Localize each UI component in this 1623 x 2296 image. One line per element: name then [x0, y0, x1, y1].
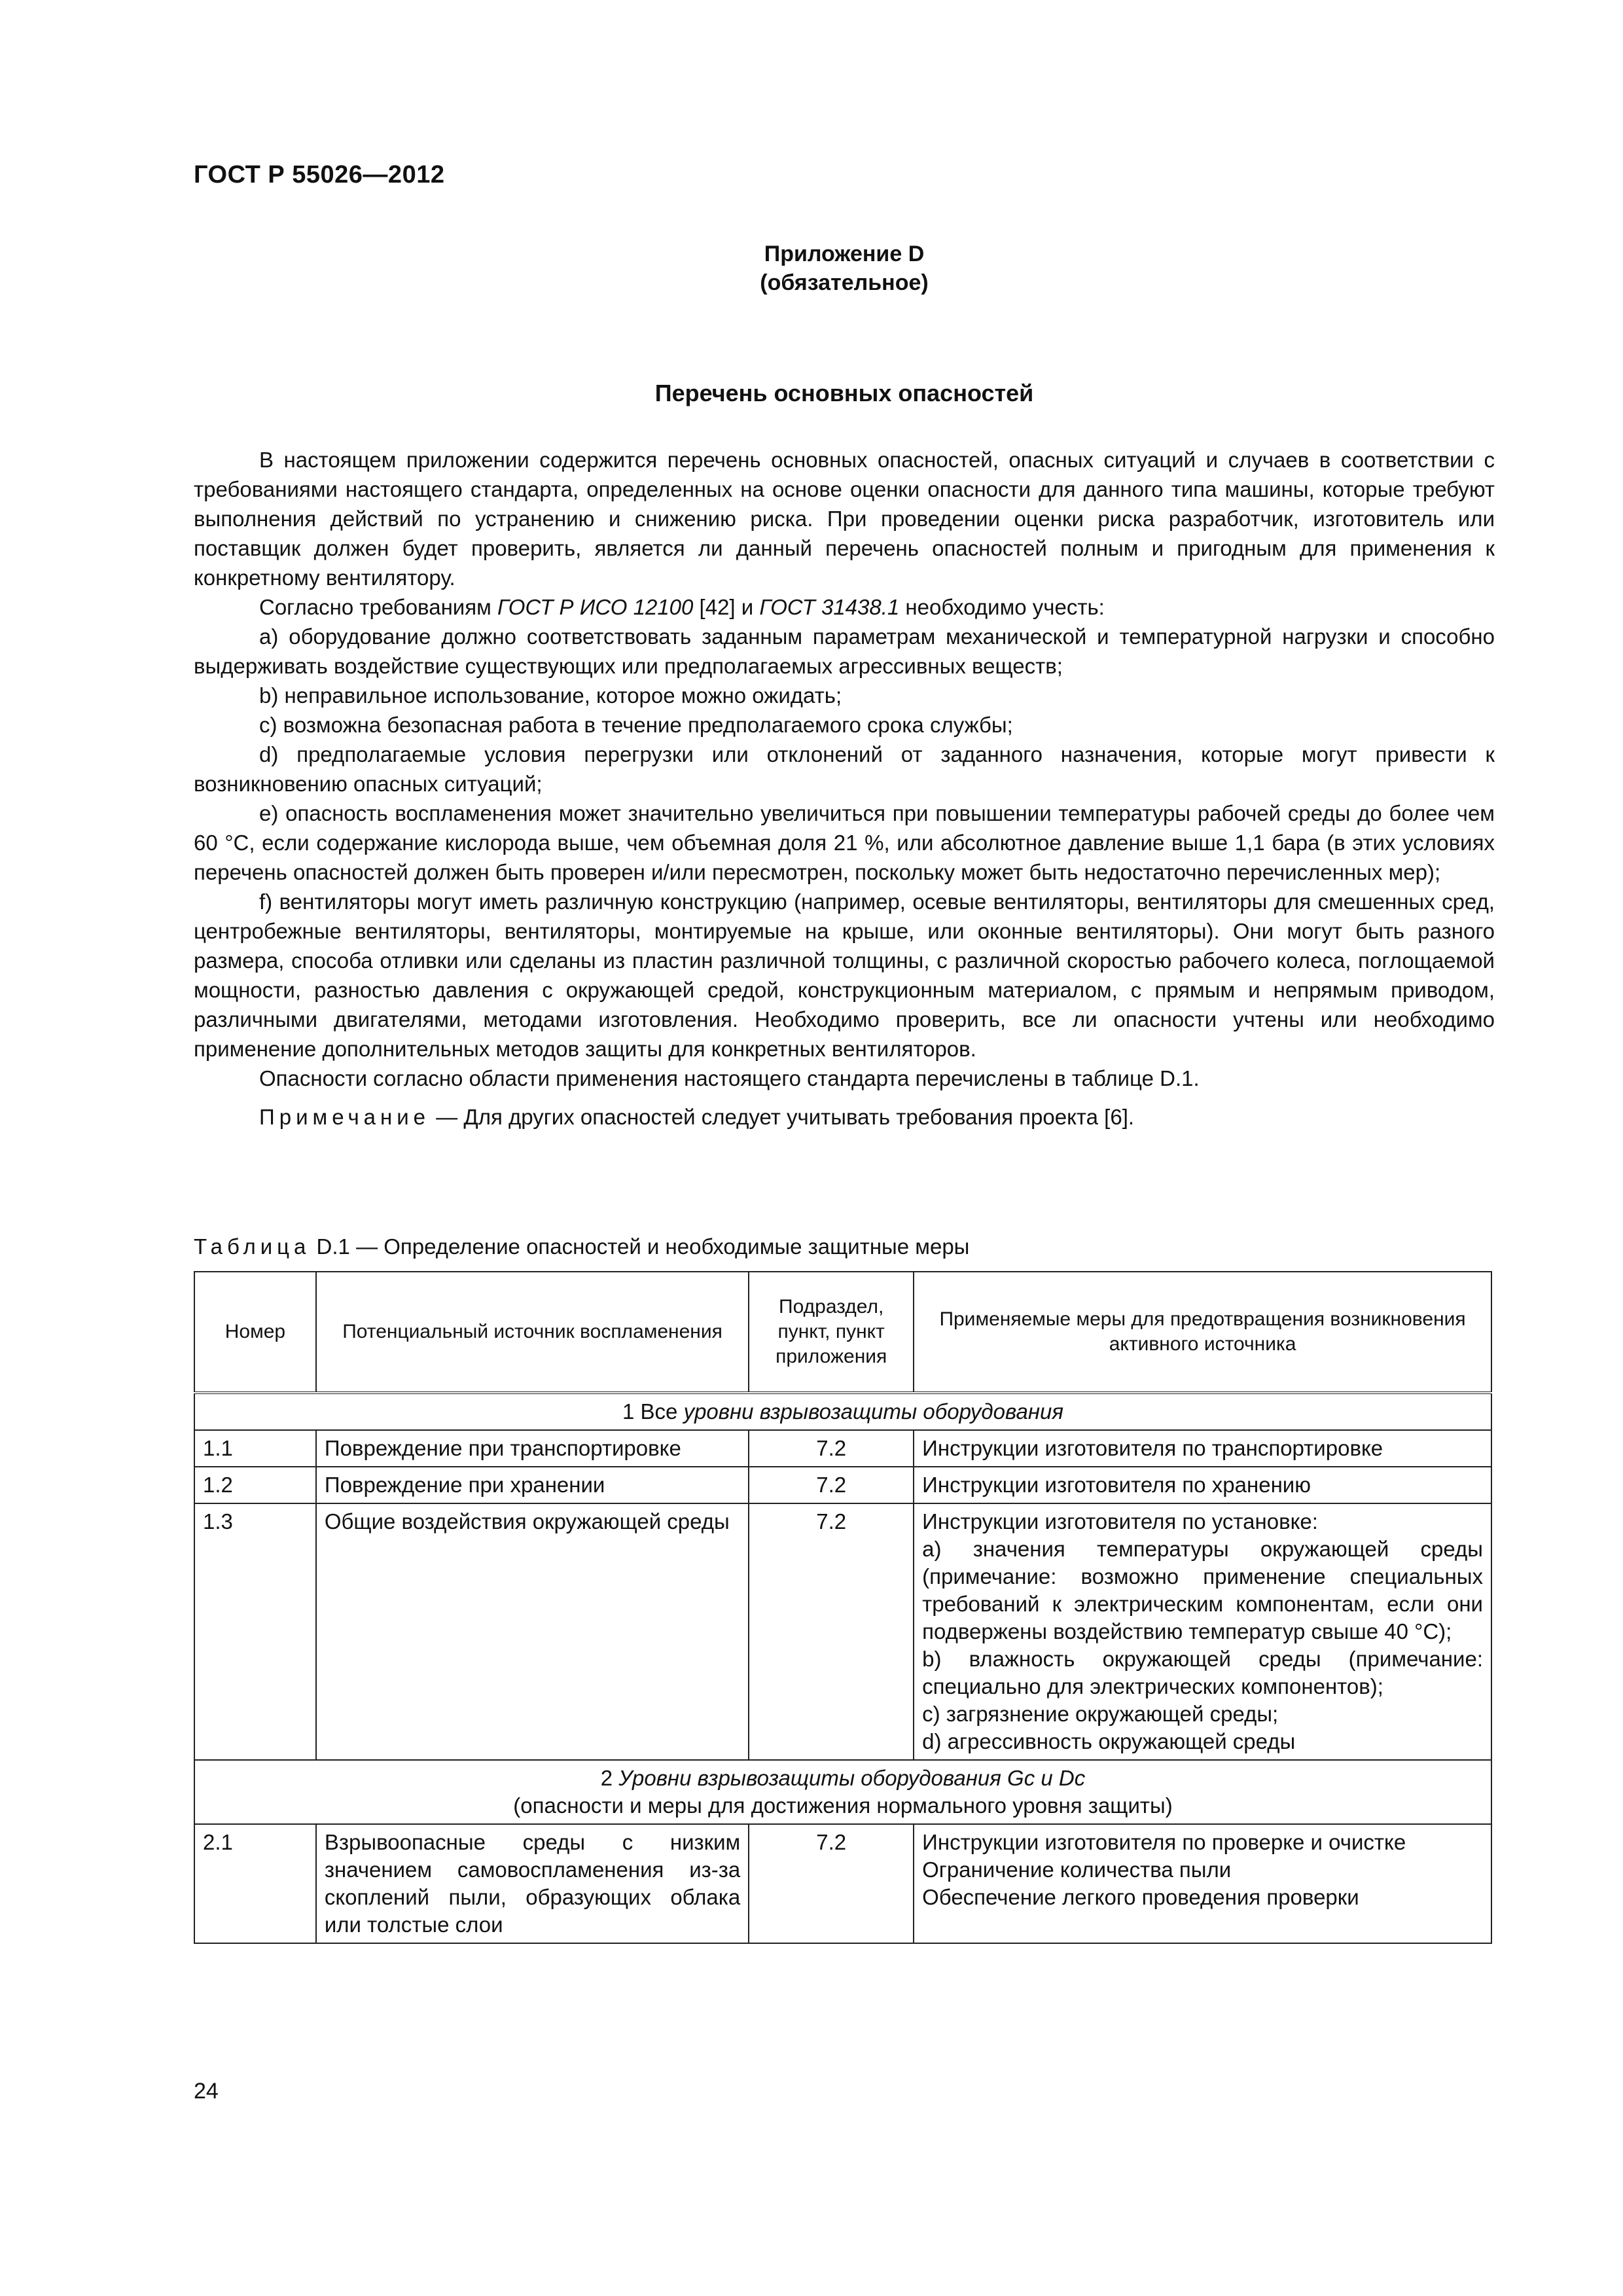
- list-item: e) опасность воспламенения может значительно увеличиться при повышении температуры рабочей среды до более чем 60 °С, если содержание кислорода выше, чем объемная доля 21 %, или абсолютное давление выше 1,1 бара (в этих условиях перечень опасностей должен быть проверен и/или пересмотрен, поскольку может быть недостаточно перечисленных мер);: [194, 801, 1495, 884]
- hazards-table: [194, 1271, 1492, 1944]
- column-header-clause: Подраздел, пункт, пункт приложения: [749, 1272, 914, 1393]
- row-measures: Инструкции изготовителя по проверке и очистке Ограничение количества пыли Обеспечение легкого проведения проверки: [914, 1824, 1491, 1943]
- list-item: a) оборудование должно соответствовать заданным параметрам механической и температурной нагрузки и способно выдерживать воздействие существующих или предполагаемых агрессивных веществ;: [194, 624, 1495, 678]
- row-clause: 7.2: [749, 1467, 914, 1503]
- row-number: 1.3: [194, 1503, 316, 1760]
- row-source: Повреждение при транспортировке: [316, 1430, 749, 1467]
- page-number: 24: [194, 2079, 219, 2104]
- reference-link: ГОСТ Р ИСО 12100: [497, 595, 694, 619]
- appendix-heading: [0, 240, 1623, 297]
- row-clause: 7.2: [749, 1503, 914, 1760]
- note-text: — Для других опасностей следует учитывать требования проекта [6].: [430, 1105, 1135, 1129]
- row-source: Повреждение при хранении: [316, 1467, 749, 1503]
- table-header-row: [194, 1272, 1491, 1393]
- column-header-source: Потенциальный источник воспламенения: [316, 1272, 749, 1393]
- list-item: b) неправильное использование, которое можно ожидать;: [259, 683, 842, 708]
- row-number: 1.2: [194, 1467, 316, 1503]
- row-measures: Инструкции изготовителя по транспортировке: [914, 1430, 1491, 1467]
- appendix-title: Приложение D: [764, 242, 925, 266]
- standard-header: ГОСТ Р 55026—2012: [194, 161, 445, 188]
- table-row: [194, 1503, 1491, 1760]
- note-label: Примечание: [259, 1105, 431, 1129]
- row-measures: Инструкции изготовителя по установке: а) значения температуры окружающей среды (примечание: возможно применение специальных требований к электрическим компонентам, если они подвержены воздействию температур свыше 40 °С); b) влажность окружающей среды (примечание: специально для электрических компонентов); c) загрязнение окружающей среды; d) агрессивность окружающей среды: [914, 1503, 1491, 1760]
- table-row: [194, 1467, 1491, 1503]
- reference-link: ГОСТ 31438.1: [759, 595, 900, 619]
- intro-paragraph: В настоящем приложении содержится перечень основных опасностей, опасных ситуаций и случаев в соответствии с требованиями настоящего стандарта, определенных на основе оценки опасности для данного типа машины, которые требуют выполнения действий по устранению и снижению риска. При проведении оценки риска разработчик, изготовитель или поставщик должен будет проверить, является ли данный перечень опасностей полным и пригодным для применения к конкретному вентилятору.: [194, 448, 1495, 590]
- row-clause: 7.2: [749, 1824, 914, 1943]
- requirements-paragraph: Согласно требованиям ГОСТ Р ИСО 12100 [42] и ГОСТ 31438.1 необходимо учесть:: [259, 595, 1105, 619]
- table-row: [194, 1430, 1491, 1467]
- column-header-number: Номер: [194, 1272, 316, 1393]
- page-title: Перечень основных опасностей: [654, 380, 1034, 406]
- section-row: [194, 1760, 1491, 1824]
- list-item: f) вентиляторы могут иметь различную конструкцию (например, осевые вентиляторы, вентиляторы для смешенных сред, центробежные вентиляторы, вентиляторы, монтируемые на крыше, или оконные вентиляторы). Они могут быть разного размера, способа отливки или сделаны из пластин различной толщины, с различной скоростью рабочего колеса, поглощаемой мощности, разностью давления с окружающей средой, конструкционным материалом, с прямым и непрямым приводом, различными двигателями, методами изготовления. Необходимо проверить, все ли опасности учтены или необходимо применение дополнительных методов защиты для конкретных вентиляторов.: [194, 889, 1495, 1061]
- list-item: d) предполагаемые условия перегрузки или отклонений от заданного назначения, которые могут привести к возникновению опасных ситуаций;: [194, 742, 1495, 796]
- appendix-status: (обязательное): [760, 270, 929, 295]
- intro-text: [194, 445, 1495, 1132]
- table-caption: Таблица D.1 — Определение опасностей и необходимые защитные меры: [194, 1234, 970, 1259]
- row-measures: Инструкции изготовителя по хранению: [914, 1467, 1491, 1503]
- list-item: c) возможна безопасная работа в течение предполагаемого срока службы;: [259, 713, 1013, 737]
- section-title: 2 Уровни взрывозащиты оборудования Gc и Dc (опасности и меры для достижения нормального уровня защиты): [194, 1760, 1491, 1824]
- row-source: Взрывоопасные среды с низким значением самовоспламенения из-за скоплений пыли, образующих облака или толстые слои: [316, 1824, 749, 1943]
- row-clause: 7.2: [749, 1430, 914, 1467]
- row-number: 1.1: [194, 1430, 316, 1467]
- section-row: [194, 1393, 1491, 1430]
- note: [194, 1102, 1495, 1132]
- row-source: Общие воздействия окружающей среды: [316, 1503, 749, 1760]
- table-row: [194, 1824, 1491, 1943]
- closing-paragraph: Опасности согласно области применения настоящего стандарта перечислены в таблице D.1.: [259, 1066, 1200, 1090]
- section-title: 1 Все уровни взрывозащиты оборудования: [194, 1393, 1491, 1430]
- row-number: 2.1: [194, 1824, 316, 1943]
- column-header-measures: Применяемые меры для предотвращения возникновения активного источника: [914, 1272, 1491, 1393]
